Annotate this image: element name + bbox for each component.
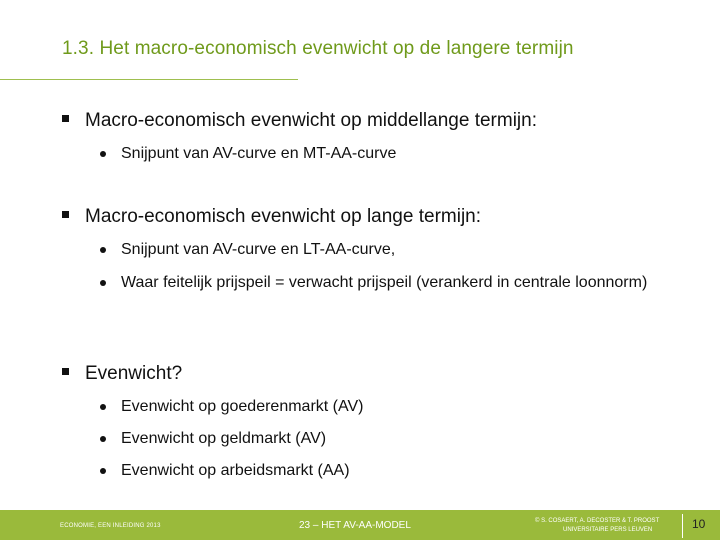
round-bullet-icon [100, 404, 106, 410]
round-bullet-icon [100, 280, 106, 286]
bullet-heading-3 [62, 363, 182, 385]
round-bullet-icon [100, 436, 106, 442]
bullet-heading-text: Macro-economisch evenwicht op lange termijn: [85, 206, 482, 227]
footer-course: ECONOMIE, EEN INLEIDING 2013 [60, 523, 161, 529]
bullet-heading-text: Evenwicht? [85, 363, 183, 384]
bullet-heading-1 [62, 110, 537, 132]
sub-bullet [100, 239, 660, 261]
footer-chapter: 23 – HET AV-AA-MODEL [299, 520, 411, 531]
square-bullet-icon [62, 368, 69, 375]
page-number: 10 [692, 517, 706, 531]
sub-bullet-text: Evenwicht op goederenmarkt (AV) [121, 398, 364, 415]
sub-bullet [100, 272, 660, 294]
sub-bullet-text: Evenwicht op geldmarkt (AV) [121, 430, 327, 447]
sub-bullet [100, 460, 660, 482]
round-bullet-icon [100, 468, 106, 474]
sub-bullet [100, 143, 660, 165]
round-bullet-icon [100, 247, 106, 253]
sub-bullet-text: Evenwicht op arbeidsmarkt (AA) [121, 462, 350, 479]
sub-bullet [100, 396, 660, 418]
footer-copyright [535, 517, 659, 535]
round-bullet-icon [100, 151, 106, 157]
slide-title: 1.3. Het macro-economisch evenwicht op de langere termijn [62, 38, 574, 59]
slide-footer [0, 510, 720, 540]
square-bullet-icon [62, 115, 69, 122]
footer-copyright-line1: © S. COSAERT, A. DECOSTER & T. PROOST [535, 518, 660, 524]
sub-bullet-text: Waar feitelijk prijspeil = verwacht prijspeil (verankerd in centrale loonnorm) [121, 274, 648, 291]
bullet-heading-text: Macro-economisch evenwicht op middellange termijn: [85, 110, 537, 131]
sub-bullet-text: Snijpunt van AV-curve en MT-AA-curve [121, 145, 397, 162]
title-underline [0, 79, 298, 80]
bullet-heading-2 [62, 206, 481, 228]
footer-divider [682, 514, 683, 538]
sub-bullet-text: Snijpunt van AV-curve en LT-AA-curve, [121, 241, 396, 258]
sub-bullet [100, 428, 660, 450]
square-bullet-icon [62, 211, 69, 218]
footer-copyright-line2: UNIVERSITAIRE PERS LEUVEN [563, 527, 653, 533]
